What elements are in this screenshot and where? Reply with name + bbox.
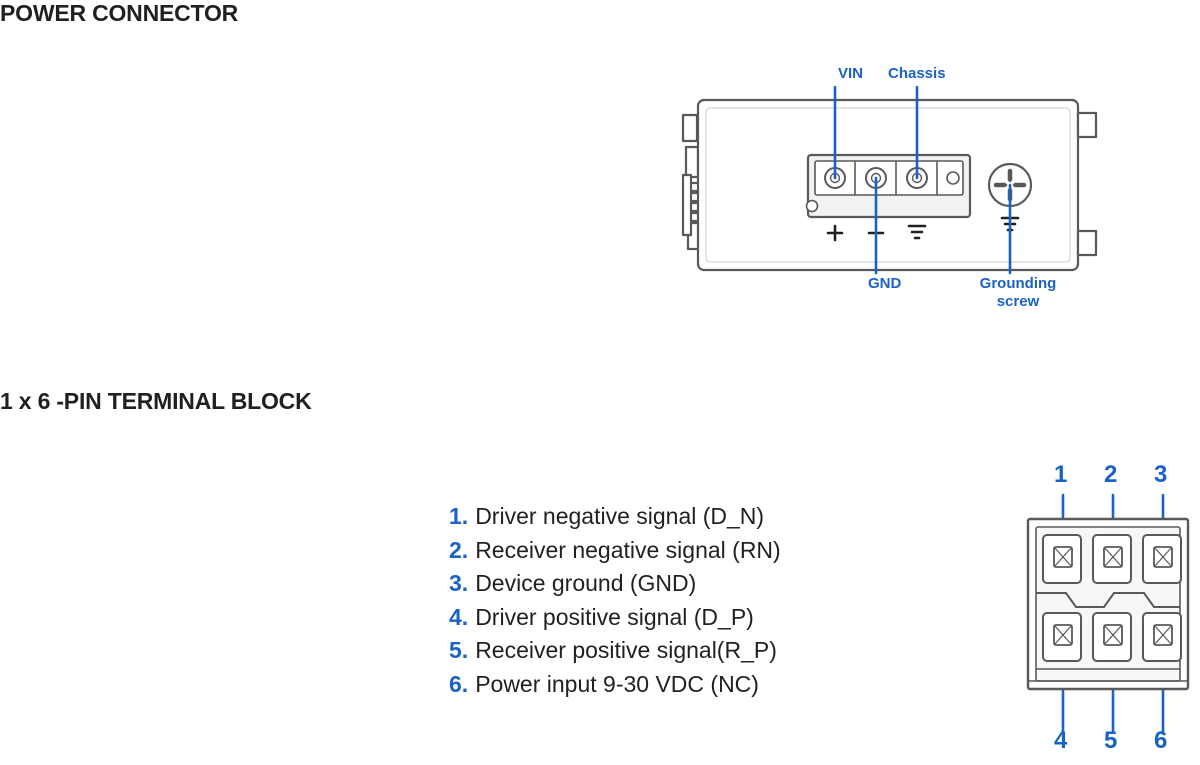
terminal-block-diagram bbox=[1010, 455, 1190, 765]
pin-number: 3. bbox=[449, 570, 469, 596]
pin-number-1: 1 bbox=[1054, 461, 1068, 488]
pin-number: 4. bbox=[449, 603, 469, 630]
list-item bbox=[449, 567, 919, 601]
callout-chassis: Chassis bbox=[888, 65, 946, 82]
pin-number-5: 5 bbox=[1104, 727, 1118, 754]
page-title-terminal-block: 1 x 6 -PIN TERMINAL BLOCK bbox=[0, 388, 312, 414]
callout-gnd: GND bbox=[868, 275, 902, 292]
pin-label: Power input 9-30 VDC (NC) bbox=[475, 670, 759, 697]
terminal-pin-list bbox=[449, 500, 919, 701]
terminal-block-illustration bbox=[1010, 455, 1190, 765]
callout-grounding-screw-line2: screw bbox=[996, 292, 1040, 310]
pin-label: Device ground (GND) bbox=[475, 570, 697, 596]
pin-label: Driver positive signal (D_P) bbox=[475, 603, 754, 630]
pin-number: 2. bbox=[449, 536, 469, 563]
list-item bbox=[449, 668, 919, 702]
callout-grounding-screw bbox=[970, 275, 1066, 310]
power-connector-diagram bbox=[660, 55, 1120, 325]
callout-grounding-screw-line1: Grounding bbox=[979, 275, 1057, 292]
list-item bbox=[449, 500, 919, 534]
pin-label: Receiver negative signal (RN) bbox=[475, 536, 781, 563]
list-item bbox=[449, 601, 919, 635]
pin-number-4: 4 bbox=[1054, 727, 1068, 754]
pin-label: Driver negative signal (D_N) bbox=[475, 503, 765, 529]
pin-number-3: 3 bbox=[1154, 461, 1168, 488]
terminal-block-body bbox=[1028, 519, 1188, 689]
list-item bbox=[449, 534, 919, 568]
pin-label: Receiver positive signal(R_P) bbox=[475, 637, 777, 663]
page-title-power-connector: POWER CONNECTOR bbox=[0, 0, 239, 26]
callout-vin: VIN bbox=[838, 65, 864, 82]
pin-number: 5. bbox=[449, 637, 469, 663]
list-item bbox=[449, 634, 919, 668]
pin-number-6: 6 bbox=[1154, 727, 1168, 754]
pin-number: 1. bbox=[449, 503, 469, 529]
pin-number: 6. bbox=[449, 670, 469, 697]
device-terminal-block bbox=[808, 155, 970, 217]
pin-number-2: 2 bbox=[1104, 461, 1118, 488]
